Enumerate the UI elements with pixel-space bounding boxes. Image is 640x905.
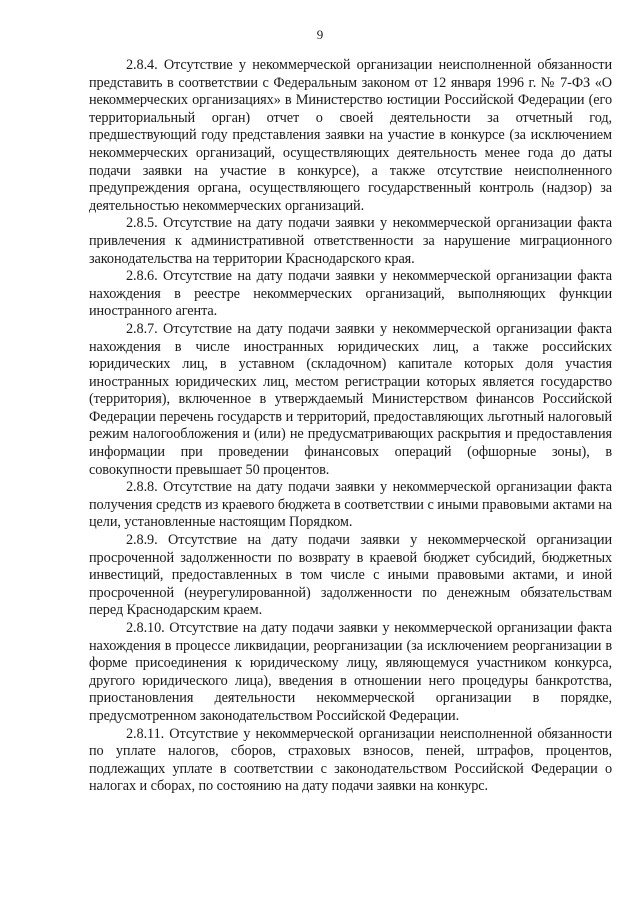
paragraph-2-8-7: 2.8.7. Отсутствие на дату подачи заявки у некоммерческой организации факта нахождения в числе иностранных юридических лиц, а также российских юридических лиц, в уставном (складочном) капитале которых доля участия иностранных юридических лиц, местом регистрации которых является государство (территория), включенное в утверждаемый Министерством финансов Российской Федерации перечень государств и территорий, предоставляющих льготный налоговый режим налогообложения и (или) не предусматривающих раскрытия и предоставления информации при проведении финансовых операций (офшорные зоны), в совокупности превышает 50 процентов. (89, 320, 612, 478)
paragraph-2-8-10: 2.8.10. Отсутствие на дату подачи заявки у некоммерческой организации факта нахождения в процессе ликвидации, реорганизации (за исключением реорганизации в форме присоединения к юридическому лицу, являющемуся участником конкурса, другого юридического лица), введения в отношении него процедуры банкротства, приостановления деятельности некоммерческой организации в порядке, предусмотренном законодательством Российской Федерации. (89, 620, 612, 724)
paragraph-2-8-6: 2.8.6. Отсутствие на дату подачи заявки у некоммерческой организации факта нахождения в реестре некоммерческих организаций, выполняющих функции иностранного агента. (89, 268, 612, 320)
page-number: 9 (316, 27, 324, 42)
paragraph-2-8-11: 2.8.11. Отсутствие у некоммерческой организации неисполненной обязанности по уплате налогов, сборов, страховых взносов, пеней, штрафов, процентов, подлежащих уплате в соответствии с законодательством Российской Федерации о налогах и сборах, по состоянию на дату подачи заявки на конкурс. (89, 725, 612, 795)
paragraph-2-8-9: 2.8.9. Отсутствие на дату подачи заявки у некоммерческой организации просроченной задолженности по возврату в краевой бюджет субсидий, бюджетных инвестиций, предоставленных в том числе с иными правовыми актами, и иной просроченной (неурегулированной) задолженности по денежным обязательствам перед Краснодарским краем. (89, 532, 612, 619)
document-body (89, 57, 612, 796)
paragraph-2-8-5: 2.8.5. Отсутствие на дату подачи заявки у некоммерческой организации факта привлечения к административной ответственности за нарушение миграционного законодательства на территории Краснодарского края. (89, 215, 612, 267)
paragraph-2-8-4: 2.8.4. Отсутствие у некоммерческой организации неисполненной обязанности представить в соответствии с Федеральным законом от 12 января 1996 г. № 7-ФЗ «О некоммерческих организациях» в Министерство юстиции Российской Федерации (его территориальный орган) отчет о своей деятельности за отчетный год, предшествующий году представления заявки на участие в конкурсе (за исключением некоммерческих организаций, осуществляющих деятельность менее года до даты подачи заявки на участие в конкурсе), а также отсутствие неисполненного предупреждения органа, осуществляющего государственный контроль (надзор) за деятельностью некоммерческих организаций. (89, 57, 612, 214)
paragraph-2-8-8: 2.8.8. Отсутствие на дату подачи заявки у некоммерческой организации факта получения средств из краевого бюджета в соответствии с иными правовыми актами на цели, установленные настоящим Порядком. (89, 479, 612, 531)
